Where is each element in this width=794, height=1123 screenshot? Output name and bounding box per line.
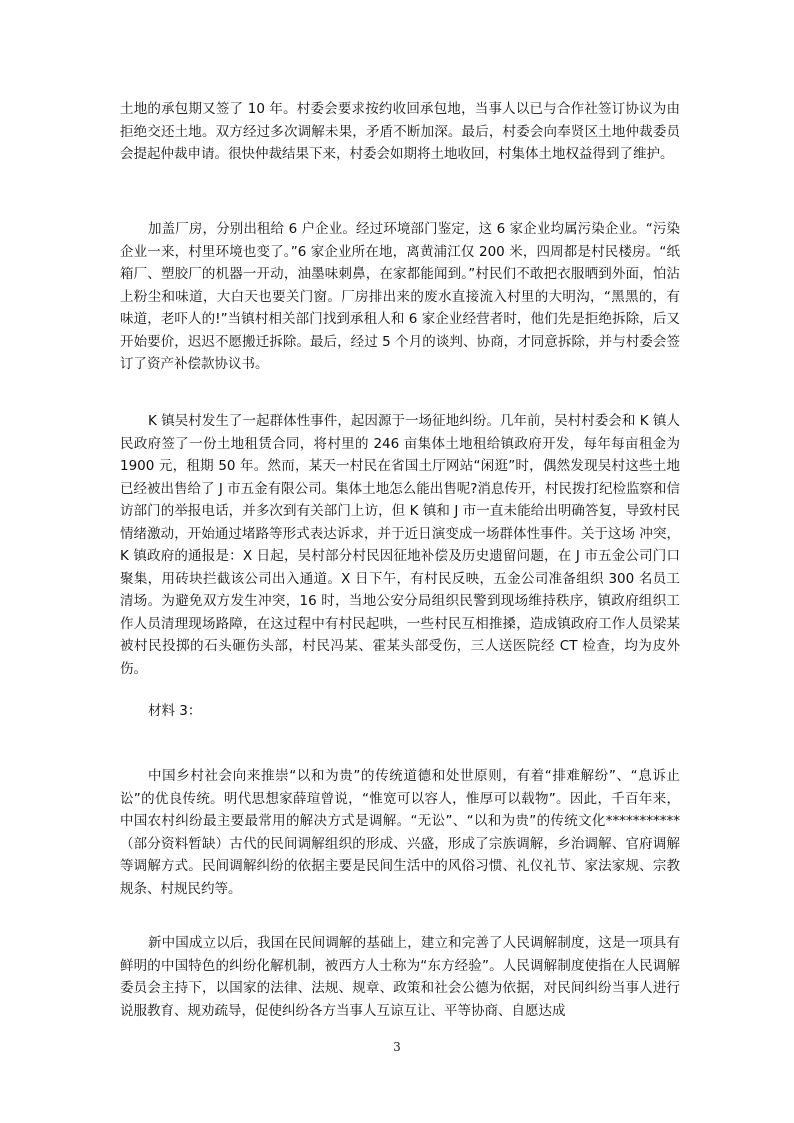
paragraph-wu-village-incident: K 镇吴村发生了一起群体性事件，起因源于一场征地纠纷。几年前，吴村村委会和 K 镇人民政府签了一份土地租赁合同，将村里的 246 亩集体土地租给镇政府开发，每年每亩租金为 1900 元，租期 50 年。然而，某天一村民在省国土厅网站“闲逛”时，偶然发现吴村这些土地已经被出售给了 J 市五金有限公司。集体土地怎么能出售呢?消息传开，村民拨打纪检监察和信访部门的举报电话，并多次到有关部门上访，但 K 镇和 J 市一直未能给出明确答复，导致村民情绪激动，开始通过堵路等形式表达诉求，并于近日演变成一场群体性事件。关于这场 冲突，K 镇政府的通报是：X 日起，吴村部分村民因征地补偿及历史遗留问题，在 J 市五金公司门口聚集，用砖块拦截该公司出入通道。X 日下午，有村民反映，五金公司准备组织 300 名员工清场。为避免双方发生冲突，16 时，当地公安分局组织民警到现场维持秩序，镇政府组织工作人员清理现场路障，在这过程中有村民起哄，一些村民互相推搡，造成镇政府工作人员梁某被村民投掷的石头砸伤头部，村民冯某、霍某头部受伤，三人送医院经 CT 检查，均为皮外伤。 xyxy=(120,413,680,677)
paragraph-land-contract: 土地的承包期又签了 10 年。村委会要求按约收回承包地，当事人以已与合作社签订协议为由拒绝交还土地。双方经过多次调解未果，矛盾不断加深。最后，村委会向奉贤区土地仲裁委员会提起仲裁申请。很快仲裁结果下来，村委会如期将土地收回，村集体土地权益得到了维护。 xyxy=(120,101,680,162)
section-heading-material-3: 材料 3： xyxy=(148,703,202,719)
paragraph-peoples-mediation: 新中国成立以后，我国在民间调解的基础上，建立和完善了人民调解制度，这是一项具有鲜明的中国特色的纠纷化解机制，被西方人士称为“东方经验”。人民调解制度使指在人民调解委员会主持下，以国家的法律、法规、规章、政策和社会公德为依据，对民间纠纷当事人进行说服教育、规劝疏导，促使纠纷各方当事人互谅互让、平等协商、自愿达成 xyxy=(120,935,680,1019)
page-number: 3 xyxy=(393,1040,401,1054)
paragraph-traditional-mediation: 中国乡村社会向来推崇“以和为贵”的传统道德和处世原则，有着“排难解纷”、“息诉止讼”的优良传统。明代思想家薛瑄曾说，“惟宽可以容人，惟厚可以载物”。因此，千百年来，中国农村纠纷最主要最常用的解决方式是调解。“无讼”、“以和为贵”的传统文化***********（部分资料暂缺）古代的民间调解组织的形成、兴盛，形成了宗族调解，乡治调解、官府调解等调解方式。民间调解纠纷的依据主要是民间生活中的风俗习惯、礼仪礼节、家法家规、宗教规条、村规民约等。 xyxy=(120,768,680,897)
paragraph-polluting-enterprises: 加盖厂房，分别出租给 6 户企业。经过环境部门鉴定，这 6 家企业均属污染企业。“污染企业一来，村里环境也变了。”6 家企业所在地，离黄浦江仅 200 米，四周都是村民楼房。“纸箱厂、塑胶厂的机器一开动，油墨味刺鼻，在家都能闻到。”村民们不敢把衣服晒到外面，怕沾上粉尘和味道，大白天也要关门窗。厂房排出来的废水直接流入村里的大明沟，“黑黑的，有味道，老吓人的!”当镇村相关部门找到承租人和 6 家企业经营者时，他们先是拒绝拆除，后又开始要价，迟迟不愿搬迁拆除。最后，经过 5 个月的谈判、协商，才同意拆除，并与村委会签订了资产补偿款协议书。 xyxy=(120,221,680,372)
